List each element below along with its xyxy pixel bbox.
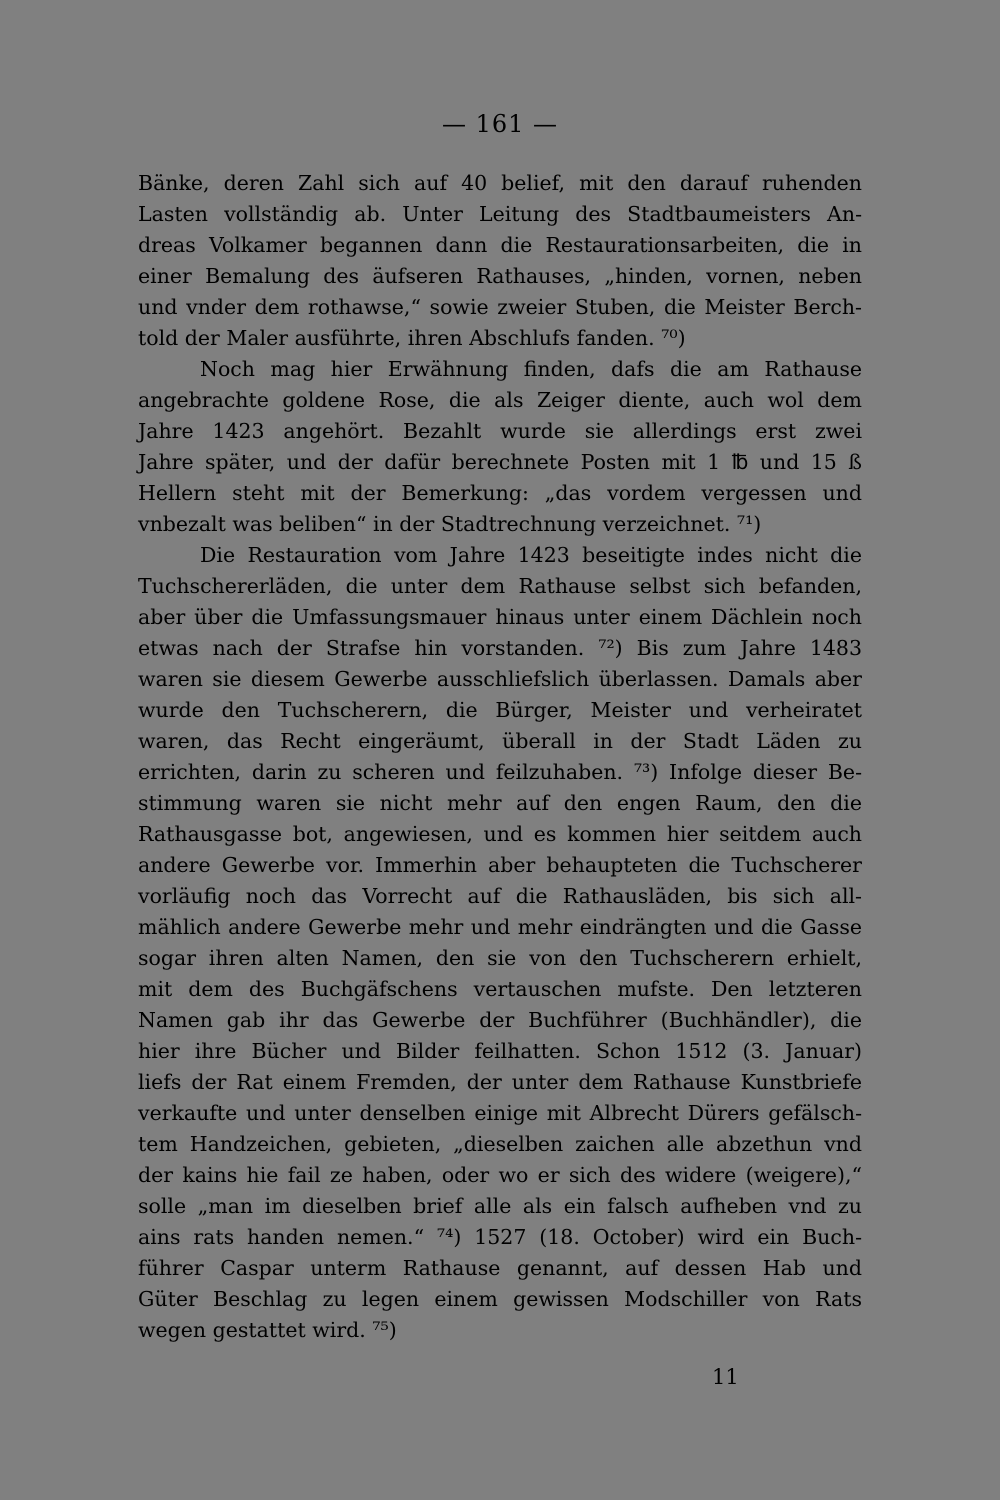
text-line: Jahre später, und der dafür berechnete Posten mit 1 ℔ und 15 ß <box>138 450 862 474</box>
text-line: der kains hie fail ze haben, oder wo er sich des widere (weigere),“ <box>138 1163 862 1187</box>
text-line: hier ihre Bücher und Bilder feilhatten. Schon 1512 (3. Januar) <box>138 1039 862 1063</box>
page-number: — 161 — <box>441 110 559 138</box>
text-line: waren, das Recht eingeräumt, überall in der Stadt Läden zu <box>138 729 862 753</box>
text-line: aber über die Umfassungsmauer hinaus unter einem Dächlein noch <box>138 605 862 629</box>
text-line: liefs der Rat einem Fremden, der unter dem Rathause Kunstbriefe <box>138 1070 862 1094</box>
text-line: Die Restauration vom Jahre 1423 beseitigte indes nicht die <box>200 543 862 567</box>
text-line: stimmung waren sie nicht mehr auf den engen Raum, den die <box>138 791 862 815</box>
text-line: etwas nach der Strafse hin vorstanden. ⁷²) Bis zum Jahre 1483 <box>138 636 862 660</box>
text-line: vnbezalt was beliben“ in der Stadtrechnung verzeichnet. ⁷¹) <box>138 512 762 536</box>
text-line: Rathausgasse bot, angewiesen, und es kommen hier seitdem auch <box>138 822 862 846</box>
body-text <box>138 168 862 1346</box>
text-line: errichten, darin zu scheren und feilzuhaben. ⁷³) Infolge dieser Be- <box>138 760 862 784</box>
text-line: Jahre 1423 angehört. Bezahlt wurde sie allerdings erst zwei <box>138 419 862 443</box>
text-line: führer Caspar unterm Rathause genannt, auf dessen Hab und <box>138 1256 862 1280</box>
text-line: solle „man im dieselben brief alle als ein falsch aufheben vnd zu <box>138 1194 862 1218</box>
text-line: tem Handzeichen, gebieten, „dieselben zaichen alle abzethun vnd <box>138 1132 862 1156</box>
text-line: Lasten vollständig ab. Unter Leitung des Stadtbaumeisters An- <box>138 202 862 226</box>
text-line: verkaufte und unter denselben einige mit Albrecht Dürers gefälsch- <box>138 1101 862 1125</box>
text-line: andere Gewerbe vor. Immerhin aber behaupteten die Tuchscherer <box>138 853 862 877</box>
signature-mark: 11 <box>712 1365 739 1389</box>
text-line: told der Maler ausführte, ihren Abschlufs fanden. ⁷⁰) <box>138 326 686 350</box>
text-line: mit dem des Buchgäfschens vertauschen mufste. Den letzteren <box>138 977 862 1001</box>
text-line: sogar ihren alten Namen, den sie von den Tuchscherern erhielt, <box>138 946 862 970</box>
text-line: dreas Volkamer begannen dann die Restaurationsarbeiten, die in <box>138 233 862 257</box>
text-line: und vnder dem rothawse,“ sowie zweier Stuben, die Meister Berch- <box>138 295 862 319</box>
text-line: Tuchschererläden, die unter dem Rathause selbst sich befanden, <box>138 574 862 598</box>
text-line: Namen gab ihr das Gewerbe der Buchführer (Buchhändler), die <box>138 1008 862 1032</box>
text-line: angebrachte goldene Rose, die als Zeiger diente, auch wol dem <box>138 388 862 412</box>
text-line: wegen gestattet wird. ⁷⁵) <box>138 1318 397 1342</box>
text-line: wurde den Tuchscherern, die Bürger, Meister und verheiratet <box>138 698 862 722</box>
text-line: Hellern steht mit der Bemerkung: „das vordem vergessen und <box>138 481 862 505</box>
text-line: Noch mag hier Erwähnung finden, dafs die am Rathause <box>200 357 862 381</box>
text-line: mählich andere Gewerbe mehr und mehr eindrängten und die Gasse <box>138 915 862 939</box>
text-line: Bänke, deren Zahl sich auf 40 belief, mit den darauf ruhenden <box>138 171 862 195</box>
text-line: vorläufig noch das Vorrecht auf die Rathausläden, bis sich all- <box>138 884 862 908</box>
text-line: Güter Beschlag zu legen einem gewissen Modschiller von Rats <box>138 1287 862 1311</box>
text-line: ains rats handen nemen.“ ⁷⁴) 1527 (18. October) wird ein Buch- <box>138 1225 862 1249</box>
text-line: einer Bemalung des äufseren Rathauses, „hinden, vornen, neben <box>138 264 862 288</box>
text-line: waren sie diesem Gewerbe ausschliefslich überlassen. Damals aber <box>138 667 862 691</box>
